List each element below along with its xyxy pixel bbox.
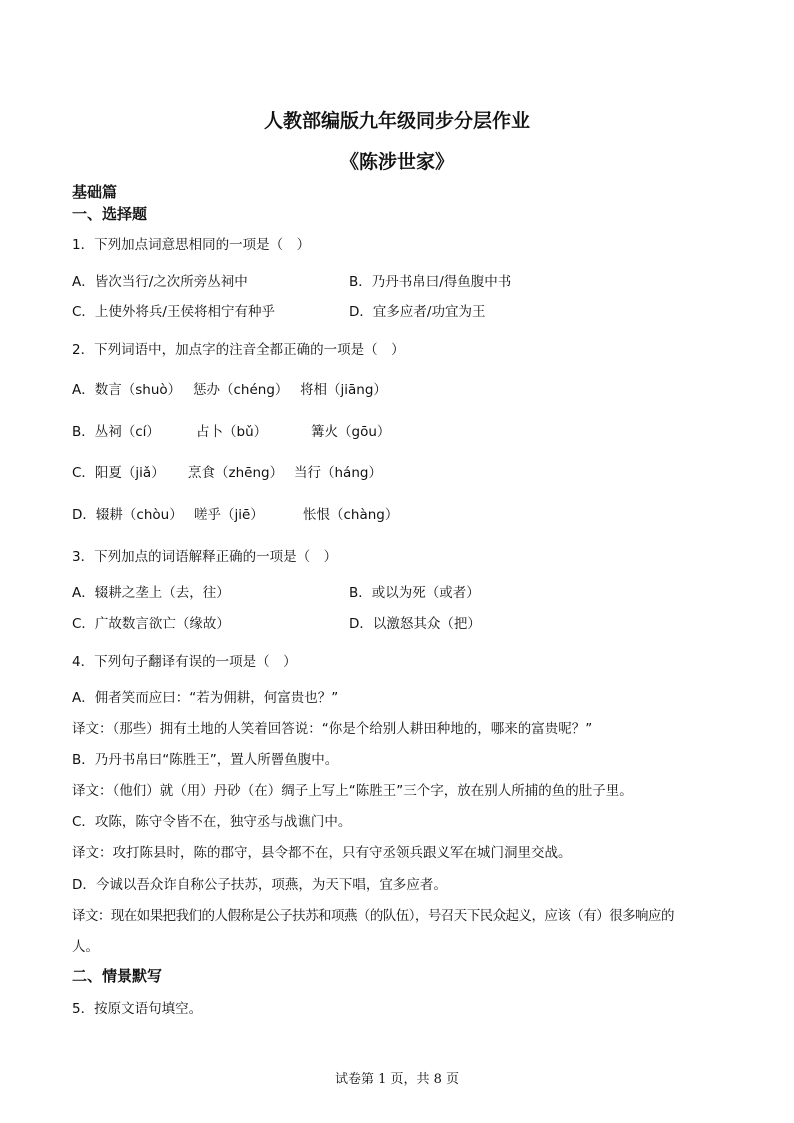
- q4-line: B．乃丹书帛曰“陈胜王”，置人所罾鱼腹中。: [72, 752, 339, 768]
- page-footer: 试卷第 1 页，共 8 页: [334, 1072, 460, 1087]
- document-title: 人教部编版九年级同步分层作业: [263, 110, 530, 132]
- q4-line: 译文：攻打陈县时，陈的郡守，县令都不在，只有守丞领兵跟义军在城门洞里交战。: [72, 845, 572, 861]
- q1-option-a: A．皆次当行/之次所旁丛祠中: [72, 274, 248, 290]
- q2-option-b-1: B．丛祠（cí）: [72, 424, 160, 440]
- part1-heading: 一、选择题: [72, 205, 148, 223]
- q3-option-c: C．广故数言欲亡（缘故）: [72, 616, 230, 632]
- document-subtitle: 《陈涉世家》: [339, 151, 454, 173]
- q3-stem: 3．下列加点的词语解释正确的一项是（ ）: [72, 549, 338, 565]
- part2-heading: 二、情景默写: [72, 967, 163, 985]
- q2-option-b-2: 占卜（bǔ）: [196, 424, 268, 440]
- q4-line: 译文：（那些）拥有土地的人笑着回答说：“你是个给别人耕田种地的，哪来的富贵呢？”: [72, 721, 593, 737]
- q2-option-b-3: 篝火（gōu）: [311, 424, 391, 440]
- q1-option-c: C．上使外将兵/王侯将相宁有种乎: [72, 304, 275, 320]
- q3-option-a: A．辍耕之垄上（去，往）: [72, 585, 230, 601]
- q4-line: 译文：现在如果把我们的人假称是公子扶苏和项燕（的队伍），号召天下民众起义，应该（有）很多响应的: [72, 908, 674, 924]
- q2-option-d-3: 怅恨（chàng）: [303, 507, 399, 523]
- q2-option-c-2: 烹食（zhēng）: [188, 465, 284, 481]
- q4-line: D．今诚以吾众诈自称公子扶苏，项燕，为天下唱，宜多应者。: [72, 877, 447, 893]
- q1-stem: 1．下列加点词意思相同的一项是（ ）: [72, 237, 311, 253]
- q3-option-d: D．以激怒其众（把）: [349, 616, 481, 632]
- section-basic-heading: 基础篇: [72, 183, 118, 201]
- q1-option-d: D．宜多应者/功宜为王: [349, 304, 486, 320]
- q2-option-a-2: 惩办（chéng）: [193, 382, 289, 398]
- q1-option-b: B．乃丹书帛曰/得鱼腹中书: [349, 274, 512, 290]
- q4-line: 人。: [72, 939, 99, 955]
- q2-option-d-1: D．辍耕（chòu）: [72, 507, 183, 523]
- q5-stem: 5．按原文语句填空。: [72, 1001, 203, 1017]
- q2-stem: 2．下列词语中，加点字的注音全都正确的一项是（ ）: [72, 342, 405, 358]
- q2-option-d-2: 嗟乎（jiē）: [194, 507, 264, 523]
- q3-option-b: B．或以为死（或者）: [349, 585, 480, 601]
- q2-option-c-1: C．阳夏（jiǎ）: [72, 465, 165, 481]
- q2-option-c-3: 当行（háng）: [294, 465, 382, 481]
- q4-line: C．攻陈，陈守令皆不在，独守丞与战谯门中。: [72, 814, 352, 830]
- q4-line: A．佣者笑而应曰：“若为佣耕，何富贵也？”: [72, 690, 339, 706]
- q2-option-a-3: 将相（jiāng）: [300, 382, 387, 398]
- q4-stem: 4．下列句子翻译有误的一项是（ ）: [72, 654, 297, 670]
- q4-line: 译文：（他们）就（用）丹砂（在）绸子上写上“陈胜王”三个字，放在别人所捕的鱼的肚子里。: [72, 783, 633, 799]
- q2-option-a-1: A．数言（shuò）: [72, 382, 182, 398]
